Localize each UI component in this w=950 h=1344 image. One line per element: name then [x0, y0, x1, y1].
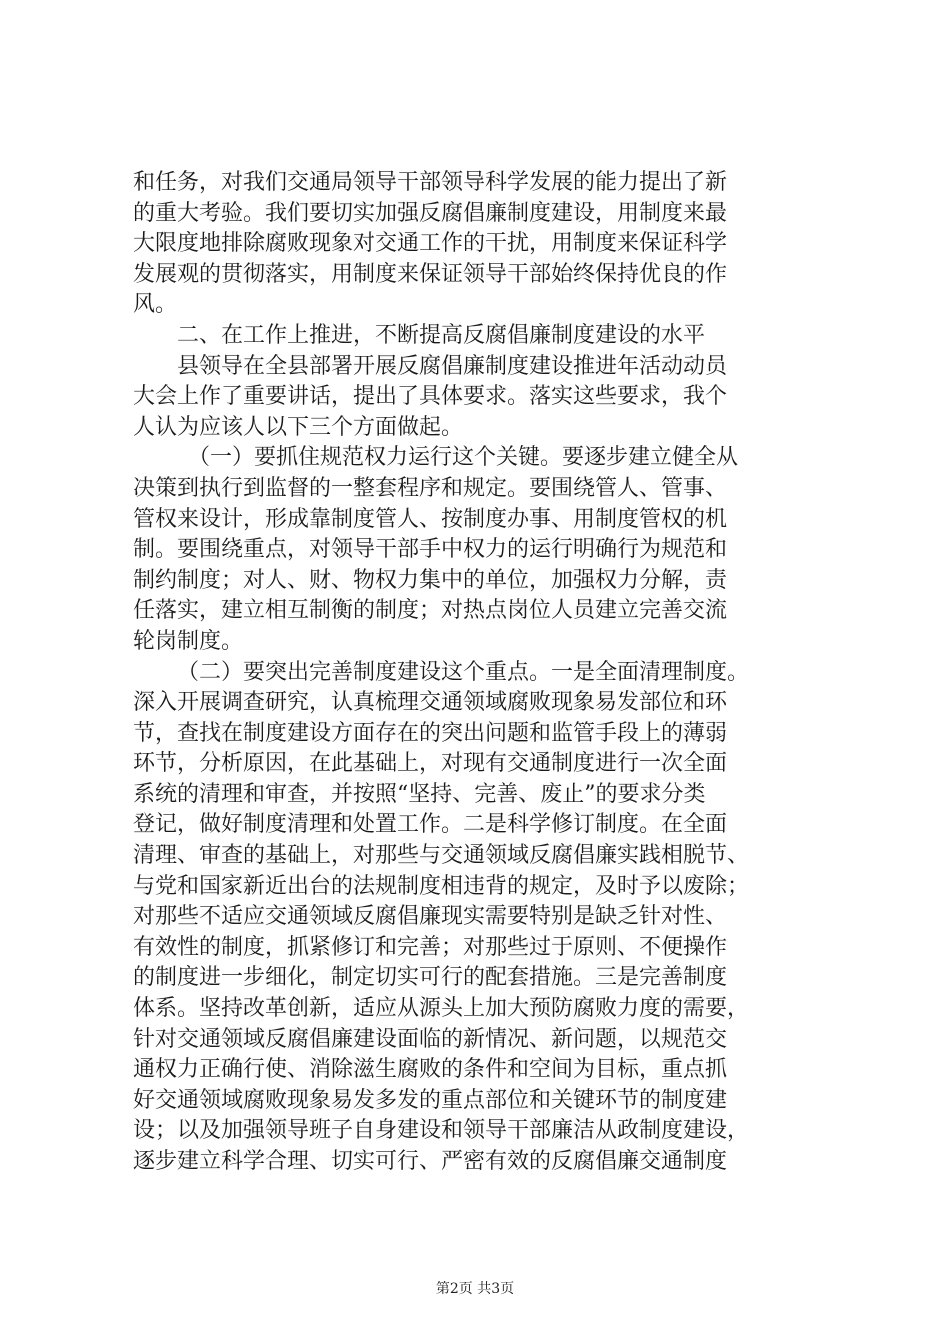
text-line: 对那些不适应交通领域反腐倡廉现实需要特别是缺乏针对性、: [133, 904, 728, 930]
text-line: 制约制度；对人、财、物权力集中的单位，加强权力分解，责: [133, 567, 728, 593]
text-line: 设；以及加强领导班子自身建设和领导干部廉洁从政制度建设，: [133, 1118, 750, 1144]
text-line: 节，查找在制度建设方面存在的突出问题和监管手段上的薄弱: [133, 720, 728, 746]
body-text: [133, 168, 853, 1178]
text-line: 决策到执行到监督的一整套程序和规定。要围绕管人、管事、: [133, 475, 728, 501]
text-line: 制。要围绕重点，对领导干部手中权力的运行明确行为规范和: [133, 537, 728, 563]
page-footer: 第2页 共3页: [435, 1281, 515, 1297]
text-line: 清理、审查的基础上，对那些与交通领域反腐倡廉实践相脱节、: [133, 843, 750, 869]
text-line: 大会上作了重要讲话，提出了具体要求。落实这些要求，我个: [133, 384, 728, 410]
text-line: 好交通领域腐败现象易发多发的重点部位和关键环节的制度建: [133, 1087, 728, 1113]
text-line: 管权来设计，形成靠制度管人、按制度办事、用制度管权的机: [133, 506, 728, 532]
text-line: 逐步建立科学合理、切实可行、严密有效的反腐倡廉交通制度: [133, 1149, 728, 1174]
section-heading: 二、在工作上推进，不断提高反腐倡廉制度建设的水平: [177, 322, 706, 348]
text-line: （一）要抓住规范权力运行这个关键。要逐步建立健全从: [188, 445, 739, 471]
text-line: 轮岗制度。: [133, 628, 244, 654]
text-line: 县领导在全县部署开展反腐倡廉制度建设推进年活动动员: [177, 353, 728, 379]
text-line: 系统的清理和审查，并按照“坚持、完善、废止”的要求分类: [133, 781, 706, 807]
text-line: 有效性的制度，抓紧修订和完善；对那些过于原则、不便操作: [133, 934, 728, 960]
text-line: 发展观的贯彻落实，用制度来保证领导干部始终保持优良的作: [133, 261, 728, 287]
text-line: 和任务，对我们交通局领导干部领导科学发展的能力提出了新: [133, 170, 728, 195]
text-line: 与党和国家新近出台的法规制度相违背的规定，及时予以废除；: [133, 873, 750, 899]
text-line: 针对交通领域反腐倡廉建设面临的新情况、新问题，以规范交: [133, 1026, 728, 1052]
text-line: 登记，做好制度清理和处置工作。二是科学修订制度。在全面: [133, 812, 728, 838]
text-line: 任落实，建立相互制衡的制度；对热点岗位人员建立完善交流: [133, 598, 728, 624]
text-line: 的重大考验。我们要切实加强反腐倡廉制度建设，用制度来最: [133, 200, 728, 226]
text-line: 人认为应该人以下三个方面做起。: [133, 414, 464, 440]
text-line: 风。: [133, 292, 178, 318]
text-line: 大限度地排除腐败现象对交通工作的干扰，用制度来保证科学: [133, 231, 728, 257]
text-line: 环节，分析原因，在此基础上，对现有交通制度进行一次全面: [133, 751, 728, 777]
text-line: 通权力正确行使、消除滋生腐败的条件和空间为目标，重点抓: [133, 1057, 728, 1083]
text-line: 的制度进一步细化，制定切实可行的配套措施。三是完善制度: [133, 965, 728, 991]
text-line: 体系。坚持改革创新，适应从源头上加大预防腐败力度的需要，: [133, 996, 750, 1022]
text-line: （二）要突出完善制度建设这个重点。一是全面清理制度。: [177, 659, 750, 685]
text-line: 深入开展调查研究，认真梳理交通领域腐败现象易发部位和环: [133, 690, 728, 716]
